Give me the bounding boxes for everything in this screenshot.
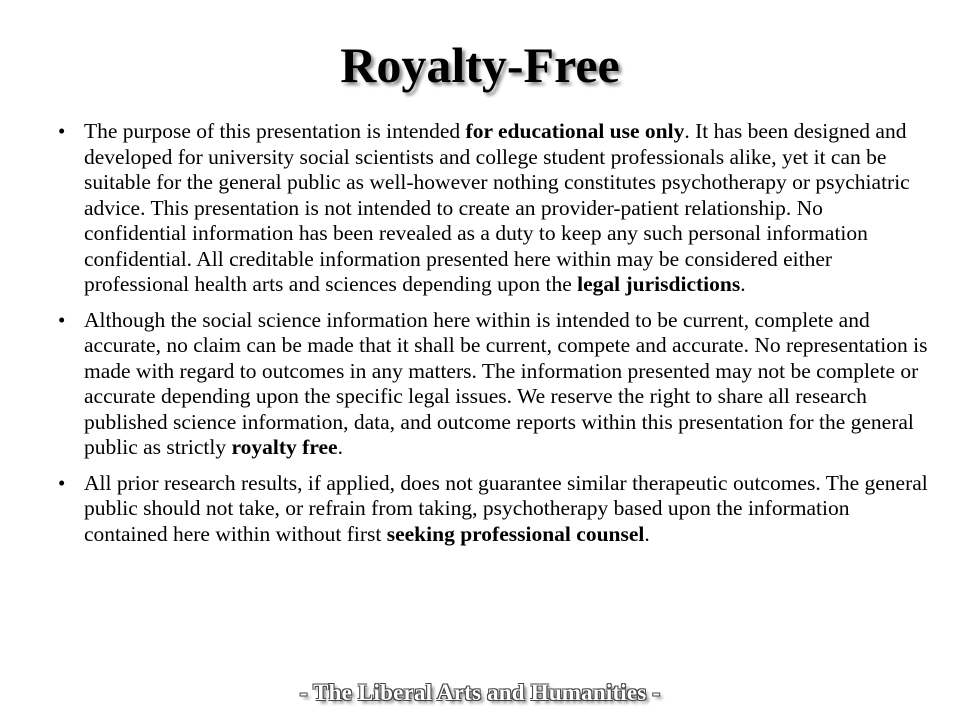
bullet-text-2	[84, 308, 928, 460]
bullet-text-3	[84, 471, 928, 546]
slide-title: Royalty-Free	[340, 37, 620, 93]
bold-segment: royalty free	[231, 435, 338, 459]
bullet-text-1	[84, 119, 910, 296]
text-segment: .	[644, 521, 650, 546]
bullet-item-1	[58, 119, 928, 298]
text-segment: The purpose of this presentation is intended	[84, 119, 466, 143]
text-segment: . It has been designed and developed for university social scientists and college student professionals alike, yet it can be suitable for the general public as well-however nothing constitutes psychotherapy or psychiatric advice. This presentation is not intended to create an provider-patient relationship. No confidential information has been revealed as a duty to keep any such personal information confidential. All creditable information presented here within may be considered either professional health arts and sciences depending upon the	[84, 119, 910, 296]
bullet-list	[58, 119, 928, 557]
bullet-item-3	[58, 471, 928, 548]
slide-footer: - The Liberal Arts and Humanities -	[299, 680, 661, 705]
bold-segment: for educational use only	[465, 119, 685, 143]
bold-segment: legal jurisdictions	[577, 272, 741, 296]
text-segment: Although the social science information here within is intended to be current, complete and accurate, no claim can be made that it shall be current, compete and accurate. No representation is made with regard to outcomes in any matters. The information presented may not be complete or accurate depending upon the specific legal issues. We reserve the right to share all research published science information, data, and outcome reports within this presentation for the general public as strictly	[84, 307, 928, 459]
bold-segment: seeking professional counsel	[386, 521, 645, 546]
text-segment: All prior research results, if applied, does not guarantee similar therapeutic outcomes. The general public should not take, or refrain from taking, psychotherapy based upon the information contained here within without first	[84, 470, 928, 546]
text-segment: .	[337, 435, 343, 459]
bullet-marker: •	[58, 307, 66, 332]
bullet-item-2	[58, 308, 928, 461]
bullet-marker: •	[58, 119, 66, 143]
text-segment: .	[740, 272, 746, 296]
bullet-marker: •	[58, 470, 66, 495]
